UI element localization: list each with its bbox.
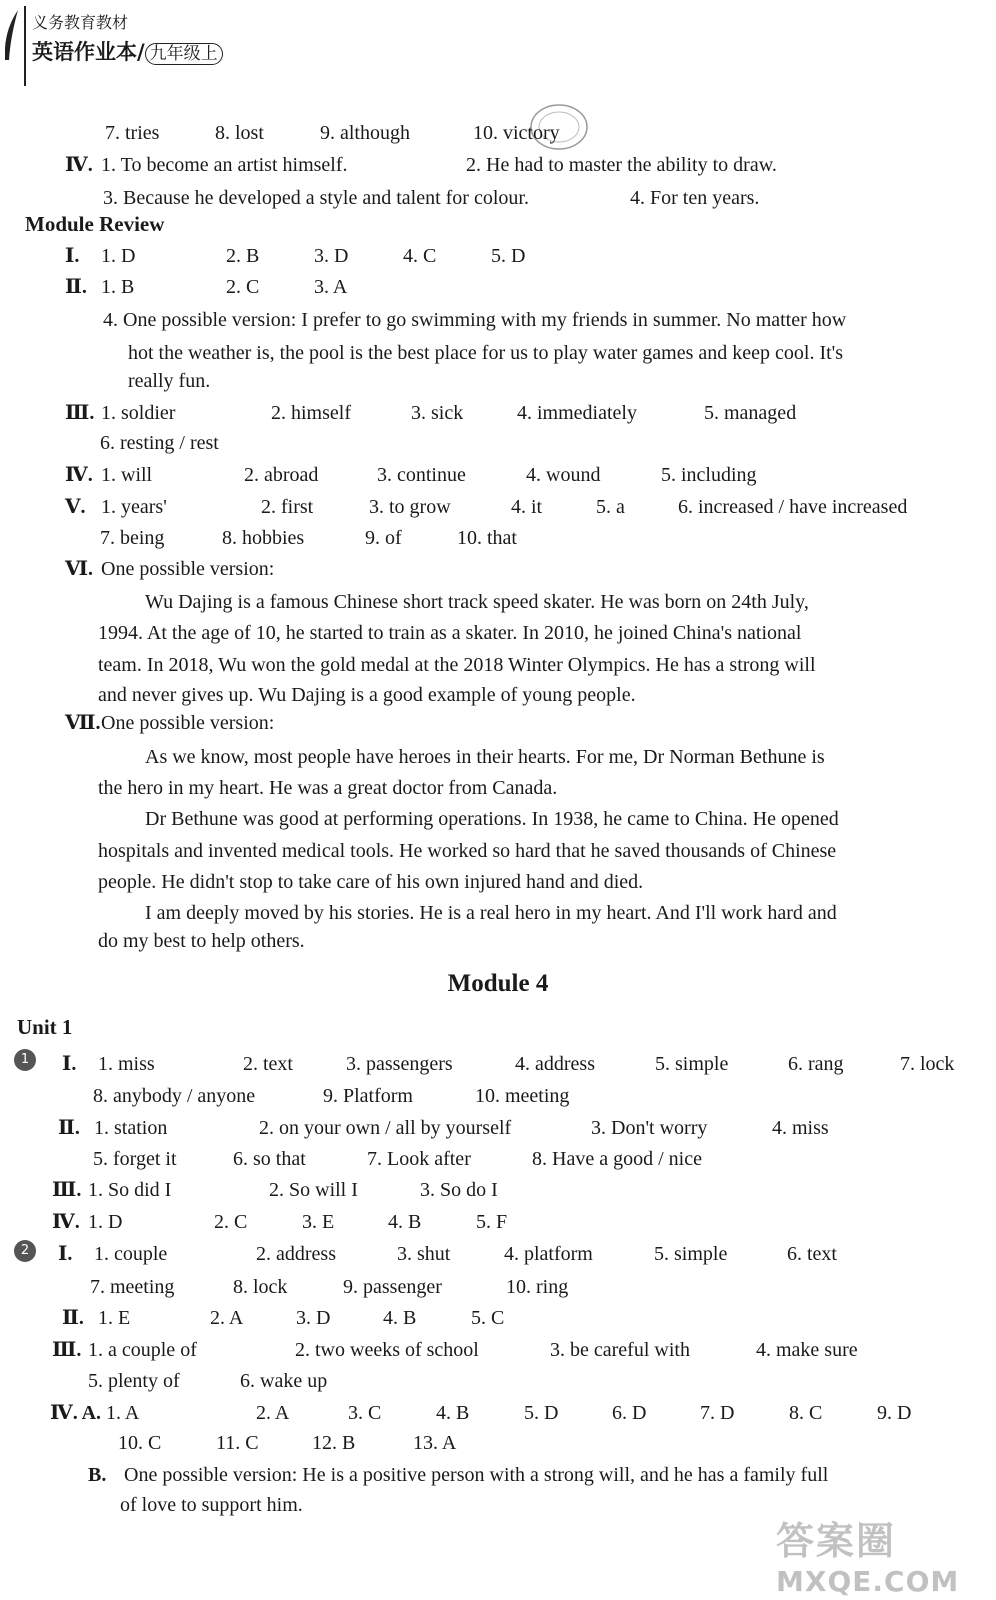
watermark-url: MXQE.COM (776, 1565, 960, 1598)
answer-item: 9. D (877, 1402, 912, 1424)
answer-item: 6. so that (233, 1148, 306, 1170)
answer-item: 6. rang (788, 1053, 844, 1075)
answer-item: 2. C (214, 1211, 248, 1233)
answer-item: of love to support him. (120, 1494, 303, 1516)
answer-item: 3. D (314, 245, 349, 267)
answer-item: 5. a (596, 496, 625, 518)
answer-item: 5. F (476, 1211, 508, 1233)
answer-item: the hero in my heart. He was a great doctor from Canada. (98, 777, 558, 799)
answer-item: do my best to help others. (98, 930, 305, 952)
answer-item: 2. on your own / all by yourself (259, 1117, 512, 1139)
answer-item: 1. E (98, 1307, 131, 1329)
answer-item: and never gives up. Wu Dajing is a good example of young people. (98, 684, 636, 706)
answer-item: 9. although (320, 122, 410, 144)
answer-item: 4. wound (526, 464, 601, 486)
question-number: Ⅳ. (65, 154, 93, 176)
answer-item: 3. E (302, 1211, 335, 1233)
answer-item: 1. a couple of (88, 1339, 197, 1361)
answer-item: 12. B (312, 1432, 356, 1454)
answer-item: 4. platform (504, 1243, 593, 1265)
answer-item: 2. two weeks of school (295, 1339, 479, 1361)
answer-item: 5. D (491, 245, 526, 267)
question-number: Ⅰ. (62, 1053, 77, 1075)
section-badge-1: 1 (14, 1049, 36, 1071)
answer-item: 6. text (787, 1243, 837, 1265)
answer-item: 6. D (612, 1402, 647, 1424)
answer-item: 4. immediately (517, 402, 637, 424)
answer-item: hospitals and invented medical tools. He worked so hard that he saved thousands of Chinese (98, 840, 837, 862)
answer-item: 2. So will I (269, 1179, 358, 1201)
answer-item: Wu Dajing is a famous Chinese short track speed skater. He was born on 24th July, (145, 591, 809, 613)
answer-item: 3. Because he developed a style and talent for colour. (103, 187, 529, 209)
answer-item: 7. tries (105, 122, 160, 144)
answer-item: 4. For ten years. (630, 187, 760, 209)
answer-item: 2. abroad (244, 464, 319, 486)
module-title: Module 4 (447, 970, 549, 997)
answer-item: 1. miss (98, 1053, 155, 1075)
header-divider (24, 6, 26, 86)
answer-item: One possible version: He is a positive person with a strong will, and he has a family full (124, 1464, 829, 1486)
book-title-text: 英语作业本/ (32, 40, 145, 64)
answer-item: 3. sick (411, 402, 464, 424)
answer-item: 3. to grow (369, 496, 451, 518)
answer-item: 10. meeting (475, 1085, 570, 1107)
answer-item: 5. simple (654, 1243, 728, 1265)
answer-item: 5. including (661, 464, 757, 486)
section-heading: Unit 1 (17, 1015, 73, 1039)
answer-item: 1. So did I (88, 1179, 172, 1201)
answer-item: 7. Look after (367, 1148, 471, 1170)
question-number: Ⅳ. A. (50, 1402, 102, 1424)
answer-item: 4. it (511, 496, 543, 518)
answer-item: 1. couple (94, 1243, 168, 1265)
answer-item: 4. B (436, 1402, 470, 1424)
answer-item: 3. be careful with (550, 1339, 690, 1361)
answer-item: 4. C (403, 245, 437, 267)
answer-item: 3. shut (397, 1243, 451, 1265)
answer-item: 4. make sure (756, 1339, 858, 1361)
answer-item: 7. lock (900, 1053, 955, 1075)
question-number: Ⅳ. (65, 464, 93, 486)
answer-item: 4. B (383, 1307, 417, 1329)
answer-item: One possible version: (101, 712, 275, 734)
answer-item: 1. years' (101, 496, 167, 518)
answer-item: 10. C (118, 1432, 162, 1454)
series-label: 义务教育教材 (32, 13, 129, 32)
answer-item: 2. A (210, 1307, 244, 1329)
watermark-logo (776, 1510, 976, 1598)
answer-item: 1994. At the age of 10, he started to train as a skater. In 2010, he joined China's national (98, 622, 802, 644)
publisher-logo-icon (2, 8, 20, 62)
answer-item: 3. D (296, 1307, 331, 1329)
answer-item: 3. So do I (420, 1179, 498, 1201)
question-number: B. (88, 1464, 107, 1486)
answer-item: 2. C (226, 276, 260, 298)
page-header (0, 0, 996, 86)
question-number: Ⅰ. (65, 245, 80, 267)
answer-item: Dr Bethune was good at performing operations. In 1938, he came to China. He opened (145, 808, 839, 830)
answer-item: 1. A (106, 1402, 140, 1424)
question-number: Ⅱ. (65, 276, 87, 298)
answer-item: 4. address (515, 1053, 595, 1075)
answer-item: 5. C (471, 1307, 505, 1329)
answer-item: 1. soldier (101, 402, 176, 424)
answer-item: 3. Don't worry (591, 1117, 708, 1139)
answer-item: 2. first (261, 496, 314, 518)
answer-item: 1. To become an artist himself. (101, 154, 348, 176)
answer-item: 2. B (226, 245, 260, 267)
answer-item: 5. plenty of (88, 1370, 180, 1392)
answer-item: 3. continue (377, 464, 466, 486)
question-number: Ⅲ. (65, 402, 95, 424)
answer-item: 11. C (216, 1432, 259, 1454)
answer-item: As we know, most people have heroes in their hearts. For me, Dr Norman Bethune is (145, 746, 825, 768)
question-number: Ⅴ. (65, 496, 86, 518)
answer-item: 1. will (101, 464, 153, 486)
answer-item: 4. One possible version: I prefer to go swimming with my friends in summer. No matter how (103, 309, 847, 331)
answer-item: hot the weather is, the pool is the best place for us to play water games and keep cool. It's (128, 342, 844, 364)
section-badge-2: 2 (14, 1240, 36, 1262)
answer-item: 8. Have a good / nice (532, 1148, 702, 1170)
answer-item: 13. A (413, 1432, 457, 1454)
answer-item: 10. that (457, 527, 517, 549)
question-number: Ⅳ. (52, 1211, 80, 1233)
answer-item: 8. C (789, 1402, 823, 1424)
answer-item: One possible version: (101, 558, 275, 580)
answer-item: 8. lost (215, 122, 264, 144)
answer-item: I am deeply moved by his stories. He is a real hero in my heart. And I'll work hard and (145, 902, 837, 924)
answer-item: 5. simple (655, 1053, 729, 1075)
question-number: Ⅲ. (52, 1179, 82, 1201)
book-title (32, 36, 223, 66)
answer-item: 8. hobbies (222, 527, 305, 549)
answer-item: 10. victory (473, 122, 560, 144)
answer-item: 8. lock (233, 1276, 288, 1298)
question-number: Ⅵ. (65, 558, 93, 580)
answer-item: 4. miss (772, 1117, 829, 1139)
answer-item: 2. He had to master the ability to draw. (466, 154, 777, 176)
answer-item: 3. A (314, 276, 348, 298)
answer-item: 5. managed (704, 402, 797, 424)
answer-item: 5. D (524, 1402, 559, 1424)
answer-item: 9. Platform (323, 1085, 413, 1107)
answer-item: 7. being (100, 527, 165, 549)
answer-item: 9. passenger (343, 1276, 442, 1298)
answer-item: 2. A (256, 1402, 290, 1424)
section-heading: Module Review (25, 212, 165, 236)
answer-item: 10. ring (506, 1276, 569, 1298)
answer-item: 1. B (101, 276, 135, 298)
question-number: Ⅶ. (65, 712, 101, 734)
answer-item: 9. of (365, 527, 402, 549)
answer-item: 7. D (700, 1402, 735, 1424)
answer-item: really fun. (128, 370, 211, 392)
question-number: Ⅱ. (62, 1307, 84, 1329)
answer-item: team. In 2018, Wu won the gold medal at the 2018 Winter Olympics. He has a strong will (98, 654, 816, 676)
answer-item: people. He didn't stop to take care of his own injured hand and died. (98, 871, 644, 893)
answer-item: 2. himself (271, 402, 351, 424)
grade-label: 九年级上 (145, 43, 223, 65)
answer-item: 7. meeting (90, 1276, 175, 1298)
question-number: Ⅰ. (58, 1243, 73, 1265)
answer-item: 6. wake up (240, 1370, 328, 1392)
answer-item: 2. address (256, 1243, 336, 1265)
question-number: Ⅲ. (52, 1339, 82, 1361)
answer-item: 2. text (243, 1053, 293, 1075)
answer-item: 1. station (94, 1117, 168, 1139)
answer-item: 1. D (88, 1211, 123, 1233)
answer-item: 6. increased / have increased (678, 496, 908, 518)
question-number: Ⅱ. (58, 1117, 80, 1139)
answer-item: 3. C (348, 1402, 382, 1424)
answer-item: 6. resting / rest (100, 432, 219, 454)
answer-item: 8. anybody / anyone (93, 1085, 256, 1107)
answer-item: 4. B (388, 1211, 422, 1233)
answer-item: 5. forget it (93, 1148, 177, 1170)
answer-item: 3. passengers (346, 1053, 453, 1075)
watermark-title: 答案圈 (776, 1519, 897, 1563)
answer-item: 1. D (101, 245, 136, 267)
